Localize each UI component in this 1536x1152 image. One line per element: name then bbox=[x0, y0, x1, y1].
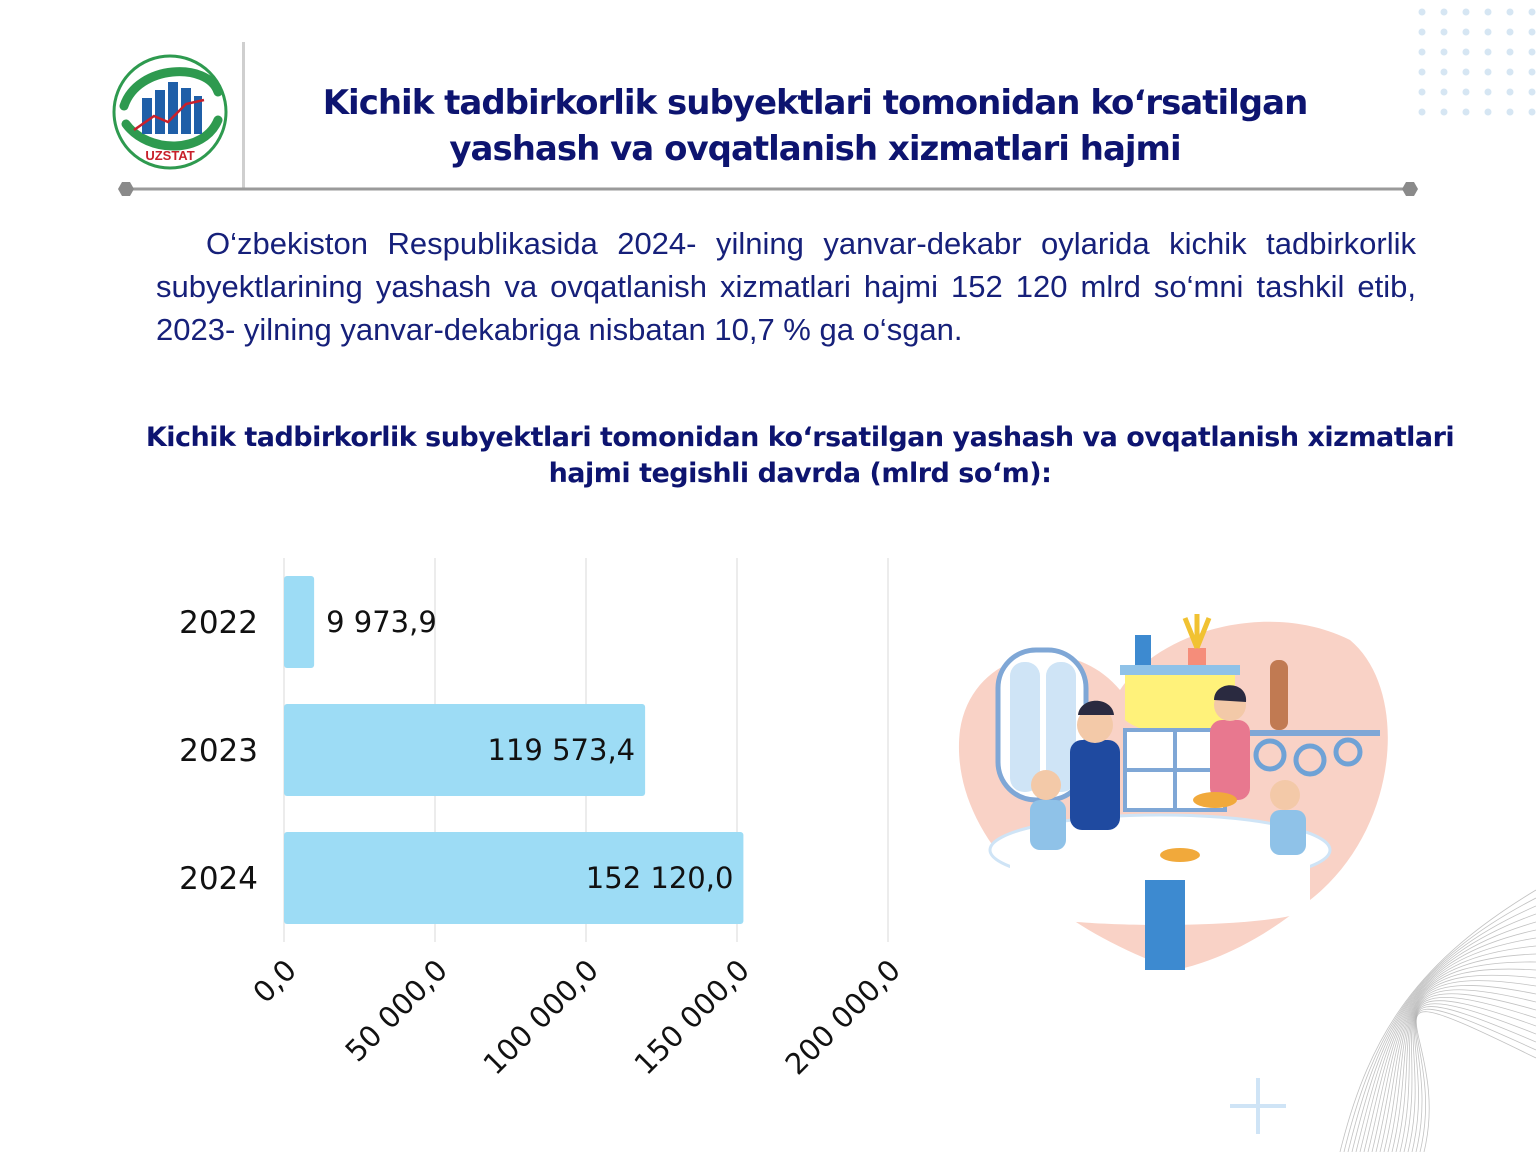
title-divider bbox=[116, 180, 1420, 198]
bar-value-label: 9 973,9 bbox=[326, 605, 437, 639]
intro-paragraph: O‘zbekiston Respublikasida 2024- yilning yanvar-dekabr oylarida kichik tadbirkorlik subyektlarining yashash va ovqatlanish xizmatlari hajmi 152 120 mlrd so‘mni tashkil etib, 2023- yilning yanvar-dekabriga nisbatan 10,7 % ga o‘sgan. bbox=[156, 226, 1416, 347]
page-title: Kichik tadbirkorlik subyektlari tomonidan ko‘rsatilgan yashash va ovqatlanish xizmatlari hajmi bbox=[322, 83, 1308, 169]
x-tick-label: 200 000,0 bbox=[778, 952, 907, 1082]
x-tick-label: 0,0 bbox=[246, 952, 303, 1010]
logo-separator bbox=[242, 42, 245, 190]
plus-decoration-icon bbox=[1230, 1078, 1286, 1134]
bar-chart bbox=[0, 520, 960, 1152]
y-category-label: 2022 bbox=[179, 605, 258, 641]
wave-lines-decoration bbox=[1330, 880, 1536, 1152]
y-category-label: 2024 bbox=[179, 861, 258, 897]
bar-2022 bbox=[284, 576, 314, 668]
x-tick-label: 100 000,0 bbox=[476, 952, 605, 1082]
bar-value-label: 152 120,0 bbox=[585, 861, 734, 895]
logo-text: UZSTAT bbox=[145, 148, 195, 163]
x-tick-label: 150 000,0 bbox=[627, 952, 756, 1082]
uzstat-logo bbox=[108, 54, 232, 174]
x-tick-label: 50 000,0 bbox=[338, 952, 454, 1069]
chart-title: Kichik tadbirkorlik subyektlari tomonidan ko‘rsatilgan yashash va ovqatlanish xizmatlari hajmi tegishli davrda (mlrd so‘m): bbox=[145, 422, 1455, 489]
logo-icon bbox=[108, 54, 232, 174]
bar-value-label: 119 573,4 bbox=[487, 733, 636, 767]
dot-grid-decoration bbox=[1410, 0, 1536, 126]
y-category-label: 2023 bbox=[179, 733, 258, 769]
